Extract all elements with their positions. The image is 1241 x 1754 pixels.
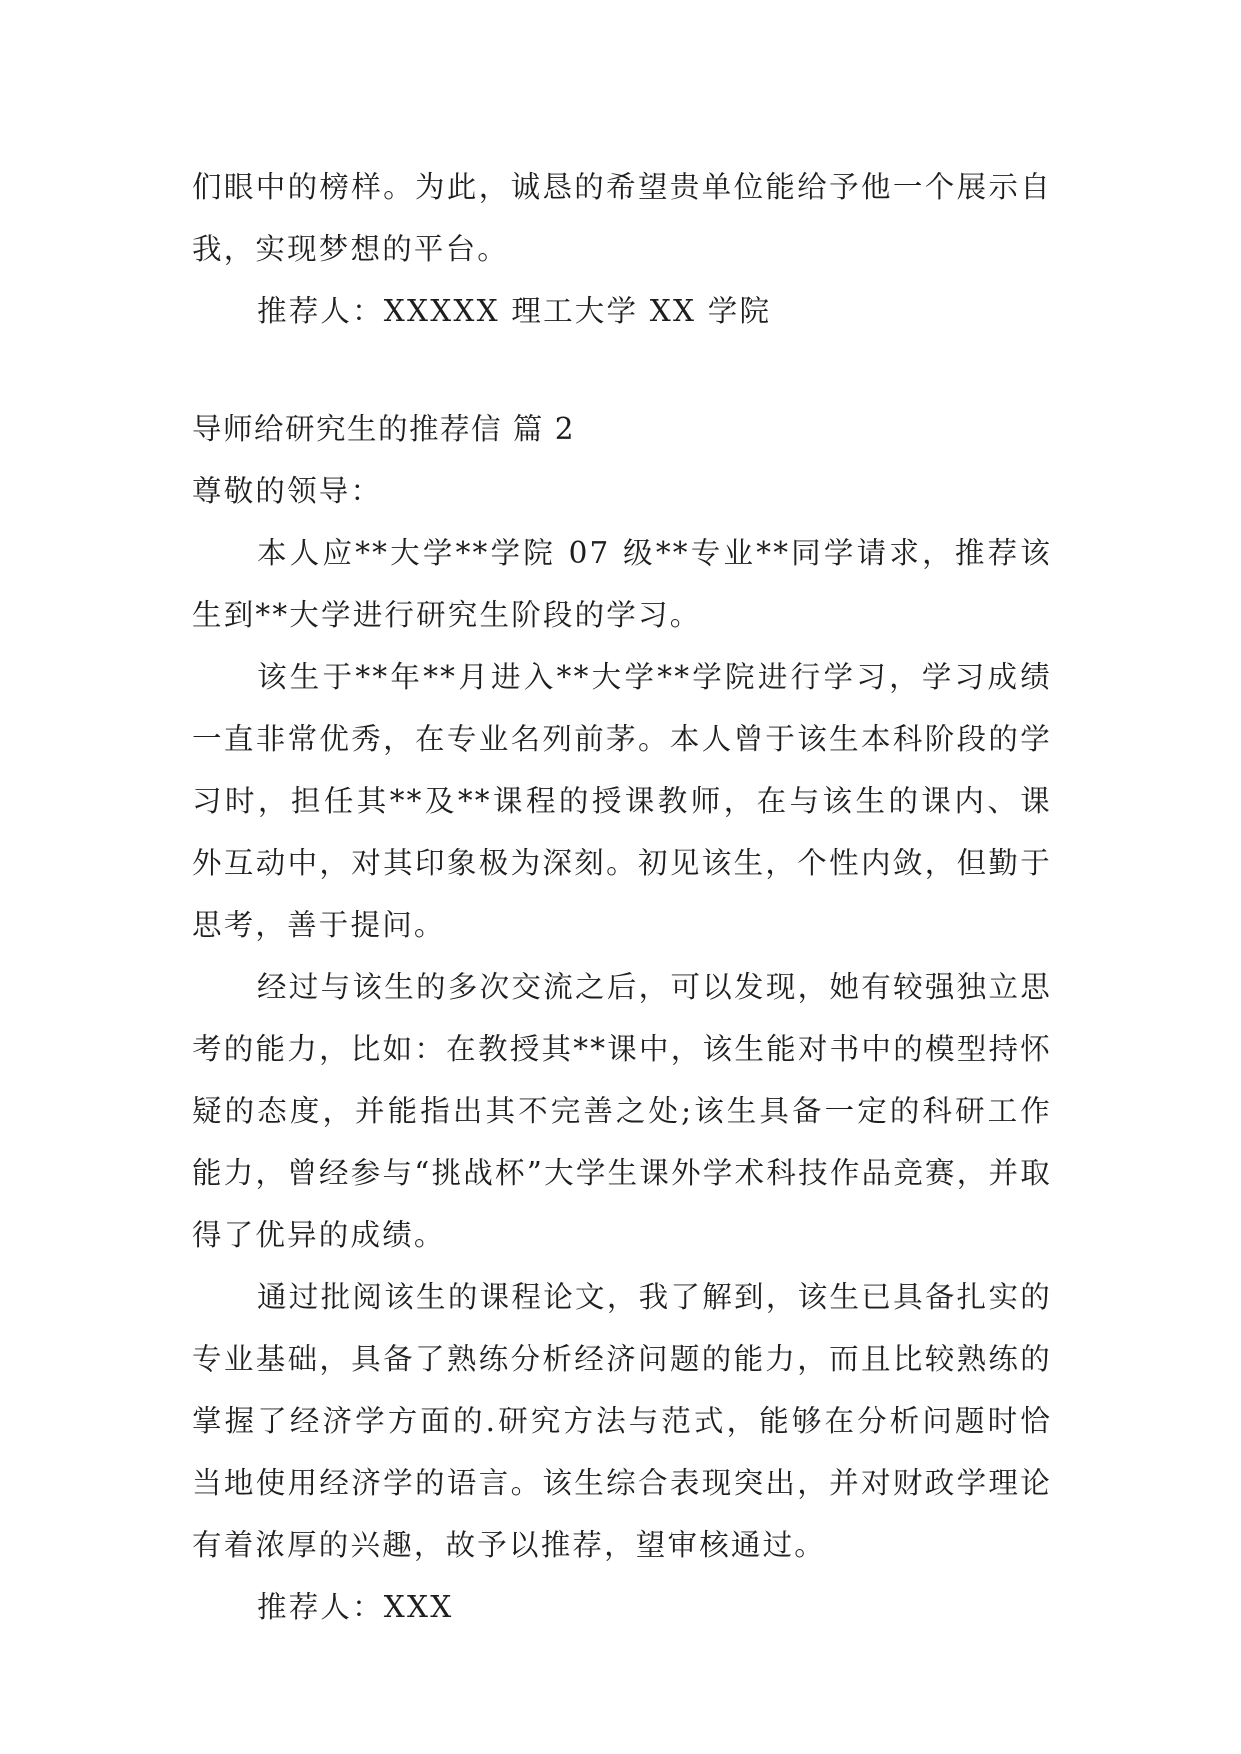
paragraph-independent-thinking: 经过与该生的多次交流之后，可以发现，她有较强独立思考的能力，比如：在教授其**课中，该生能对书中的模型持怀疑的态度，并能指出其不完善之处;该生具备一定的科研工作能力，曾经参与“挑战杯”大学生课外学术科技作品竞赛，并取得了优异的成绩。 [192,970,1052,1252]
paragraph-course-paper: 通过批阅该生的课程论文，我了解到，该生已具备扎实的专业基础，具备了熟练分析经济问题的能力，而且比较熟练的掌握了经济学方面的.研究方法与范式，能够在分析问题时恰当地使用经济学的语言。该生综合表现突出，并对财政学理论有着浓厚的兴趣，故予以推荐，望审核通过。 [192,1280,1052,1562]
paragraph-academic-record: 该生于**年**月进入**大学**学院进行学习，学习成绩一直非常优秀，在专业名列前茅。本人曾于该生本科阶段的学习时，担任其**及**课程的授课教师，在与该生的课内、课外互动中，对其印象极为深刻。初见该生，个性内敛，但勤于思考，善于提问。 [192,660,1052,942]
section-title: 导师给研究生的推荐信 篇 2 [192,412,576,446]
recommender-signature-1: 推荐人：XXXXX 理工大学 XX 学院 [257,294,772,328]
continued-paragraph: 们眼中的榜样。为此，诚恳的希望贵单位能给予他一个展示自我，实现梦想的平台。 [192,170,1052,266]
document-body [192,156,1052,1638]
paragraph-request: 本人应**大学**学院 07 级**专业**同学请求，推荐该生到**大学进行研究生阶段的学习。 [192,536,1052,632]
recommender-signature-2: 推荐人：XXX [257,1590,454,1624]
salutation: 尊敬的领导： [192,474,383,508]
